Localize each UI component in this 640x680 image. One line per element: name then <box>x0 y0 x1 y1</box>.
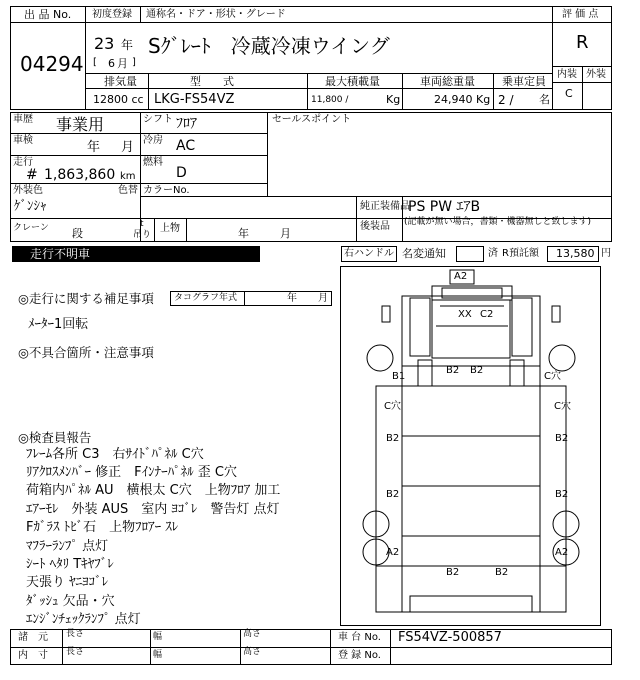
mark-c-hole-left: C穴 <box>384 401 401 412</box>
inner-label: 内 寸 <box>18 650 48 661</box>
divider <box>140 6 141 22</box>
recycle-label: R預託額 <box>502 248 539 259</box>
interior-value: C <box>565 87 573 100</box>
year-value: 23 <box>94 34 115 53</box>
supp-note: ﾒｰﾀｰ1回転 <box>28 317 89 332</box>
inspection-label: 車検 <box>13 135 33 146</box>
inspector-line: Fｶﾞﾗｽ ﾄﾋﾞ石 上物ﾌﾛｱｰ ｽﾚ <box>26 520 179 535</box>
color-label: 外装色 <box>13 185 43 196</box>
inspector-line: ﾘｱｸﾛｽﾒﾝﾊﾞｰ 修正 Fｲﾝﾅｰﾊﾟﾈﾙ 歪 C穴 <box>26 465 237 480</box>
defect-title: ◎不具合箇所・注意事項 <box>18 345 154 360</box>
shift-label: シフト <box>143 114 173 125</box>
month-bracket-open: [ <box>93 57 97 68</box>
mark-c-hole-right-2: C穴 <box>554 401 571 412</box>
color-no-label: カラーNo. <box>143 185 190 196</box>
recycle-unit: 円 <box>601 248 611 259</box>
max-load-label: 最大積載量 <box>325 75 380 88</box>
divider <box>10 133 267 134</box>
divider <box>10 155 267 156</box>
equipment-label: 純正装備品 <box>360 201 410 212</box>
mark-b2-side-left: B2 <box>386 433 400 444</box>
mark-b2-lower-left: B2 <box>386 489 400 500</box>
gross-weight-unit: Kg <box>476 93 491 106</box>
reg-label: 登 録 No. <box>338 650 381 661</box>
height-label-2: 高さ <box>243 647 262 657</box>
equipment-value: PS PW ｴｱB <box>408 199 481 215</box>
history-label: 車歴 <box>13 114 33 125</box>
divider <box>356 196 357 242</box>
length-label-2: 長さ <box>66 647 85 657</box>
mileage-prefix: # <box>26 167 38 183</box>
recycle-amount: 13,580 <box>556 247 595 260</box>
exterior-label: 外装 <box>586 69 606 80</box>
length-label-1: 長さ <box>66 629 85 639</box>
divider <box>186 218 187 242</box>
mileage-value: 1,863,860 <box>44 167 116 183</box>
divider <box>493 73 494 110</box>
inspector-line: 荷箱内ﾊﾟﾈﾙ AU 横根太 C穴 上物ﾌﾛｱ 加工 <box>26 483 281 498</box>
model-value: LKG-FS54VZ <box>154 92 235 107</box>
year-unit: 年 <box>121 38 134 52</box>
max-load-unit: Kg <box>386 93 401 106</box>
month-unit: 月 <box>117 57 128 70</box>
mark-b2-side-right: B2 <box>555 433 569 444</box>
truck-outline-diagram <box>340 266 601 626</box>
inspector-line: ﾀﾞｯｼｭ 欠品・穴 <box>26 594 115 609</box>
divider <box>582 66 583 110</box>
color-change-label: 色替 <box>118 185 138 196</box>
inspector-line: ｼｰﾄ ﾍﾀﾘ Tｷﾔﾌﾞﾚ <box>26 557 114 572</box>
rhd-text: 右ハンドル <box>344 248 394 259</box>
crane-stage: 段 <box>72 227 83 240</box>
inspector-line: ﾏﾌﾗｰﾗﾝﾌﾟ 点灯 <box>26 539 109 554</box>
capacity-value: 2 / <box>498 93 514 107</box>
ac-label: 冷房 <box>143 135 163 146</box>
divider <box>150 629 151 665</box>
inspector-title: ◎検査員報告 <box>18 430 92 445</box>
capacity-label: 乗車定員 <box>502 75 546 88</box>
name-label: 通称名・ドア・形状・グレード <box>146 9 286 20</box>
mark-b2-left: B2 <box>446 365 460 376</box>
sales-point-label: セールスポイント <box>272 114 352 125</box>
mark-b2-bottom-right: B2 <box>495 567 509 578</box>
first-reg-label: 初度登録 <box>92 9 132 20</box>
name-change-box <box>456 246 484 262</box>
divider <box>307 73 308 110</box>
crane-t: t <box>140 219 144 229</box>
divider <box>85 22 552 23</box>
lot-no: 04294 <box>20 52 84 76</box>
tacho-month: 月 <box>318 293 328 304</box>
inspection-year: 年 <box>87 140 101 155</box>
mileage-unknown-text: 走行不明車 <box>30 247 91 261</box>
divider <box>10 183 267 184</box>
grade-label: 評 価 点 <box>562 9 599 20</box>
chassis-label: 車 台 No. <box>338 632 381 643</box>
tacho-year: 年 <box>287 293 297 304</box>
name-change-label: 名変通知 <box>402 247 446 260</box>
divider <box>552 82 612 83</box>
aftermarket-note: (記載が無い場合，書類・機器無しと致します) <box>404 217 592 227</box>
inspection-month: 月 <box>121 140 135 155</box>
supp-title: ◎走行に関する補足事項 <box>18 291 154 306</box>
divider <box>154 218 155 242</box>
divider <box>85 73 552 74</box>
month-bracket-close: ] <box>132 57 136 68</box>
mark-b2-mid: B2 <box>470 365 484 376</box>
fuel-value: D <box>176 165 187 181</box>
ac-value: AC <box>176 138 196 154</box>
mark-c2: C2 <box>480 309 494 320</box>
crane-hang: 吊り <box>133 230 152 240</box>
upper-year: 年 <box>238 227 249 240</box>
divider <box>10 22 85 23</box>
divider <box>402 73 403 110</box>
grade-value: R <box>576 32 589 53</box>
chassis-value: FS54VZ-500857 <box>398 630 502 645</box>
capacity-unit: 名 <box>539 93 550 106</box>
width-label-1: 幅 <box>153 632 163 642</box>
tacho-label: タコグラフ年式 <box>174 293 238 303</box>
model-label: 型 式 <box>190 75 234 88</box>
fuel-label: 燃料 <box>143 157 163 168</box>
inspector-line: 天張り ﾔﾆﾖｺﾞﾚ <box>26 575 109 590</box>
model-name: Sｸﾞﾚｰﾄ 冷蔵冷凍ウイング <box>148 34 390 58</box>
divider <box>244 291 245 306</box>
history-value: 事業用 <box>56 115 105 134</box>
divider <box>62 629 63 665</box>
aftermarket-label: 後装品 <box>360 221 390 232</box>
divider <box>330 629 331 665</box>
height-label-1: 高さ <box>243 629 262 639</box>
divider <box>140 196 612 197</box>
interior-label: 内装 <box>557 69 577 80</box>
divider <box>390 629 391 665</box>
color-value: ｹﾞﾝｼｬ <box>14 199 47 214</box>
divider <box>240 629 241 665</box>
dims-label: 諸 元 <box>18 632 48 643</box>
displacement-label: 排気量 <box>104 75 137 88</box>
crane-label: クレーン <box>13 223 49 233</box>
rcs-label: 済 <box>488 248 498 259</box>
shift-value: ﾌﾛｱ <box>176 116 197 132</box>
mark-b2-lower-right: B2 <box>555 489 569 500</box>
mark-xx: XX <box>458 309 472 320</box>
inspector-line: ｴｱｰﾓﾚ 外装 AUS 室内 ﾖｺﾞﾚ 警告灯 点灯 <box>26 502 280 517</box>
mark-b2-bottom-left: B2 <box>446 567 460 578</box>
width-label-2: 幅 <box>153 650 163 660</box>
mark-a2-top: A2 <box>454 271 468 282</box>
mark-b1: B1 <box>392 371 406 382</box>
divider <box>148 73 149 110</box>
gross-weight-value: 24,940 <box>434 93 473 106</box>
upper-label: 上物 <box>160 223 180 234</box>
mileage-label: 走行 <box>13 157 33 168</box>
divider <box>85 88 552 89</box>
upper-month: 月 <box>280 227 291 240</box>
gross-weight-label: 車両総重量 <box>420 75 475 88</box>
lot-no-label: 出 品 No. <box>24 8 72 21</box>
mileage-unit: km <box>120 171 136 182</box>
displacement-value: 12800 cc <box>93 93 144 106</box>
max-load-value: 11,800 / <box>311 95 349 105</box>
mark-c-hole-right-1: C穴 <box>544 371 561 382</box>
mark-a2-bottom-right: A2 <box>555 547 569 558</box>
divider <box>552 22 612 23</box>
month-value: 6 <box>108 57 115 70</box>
divider <box>267 112 268 196</box>
inspector-line: ﾌﾚｰﾑ各所 C3 右ｻｲﾄﾞﾊﾟﾈﾙ C穴 <box>26 447 204 462</box>
mark-a2-bottom-left: A2 <box>386 547 400 558</box>
divider <box>10 647 612 648</box>
inspector-line: ｴﾝｼﾞﾝﾁｪｯｸﾗﾝﾌﾟ 点灯 <box>26 612 141 627</box>
